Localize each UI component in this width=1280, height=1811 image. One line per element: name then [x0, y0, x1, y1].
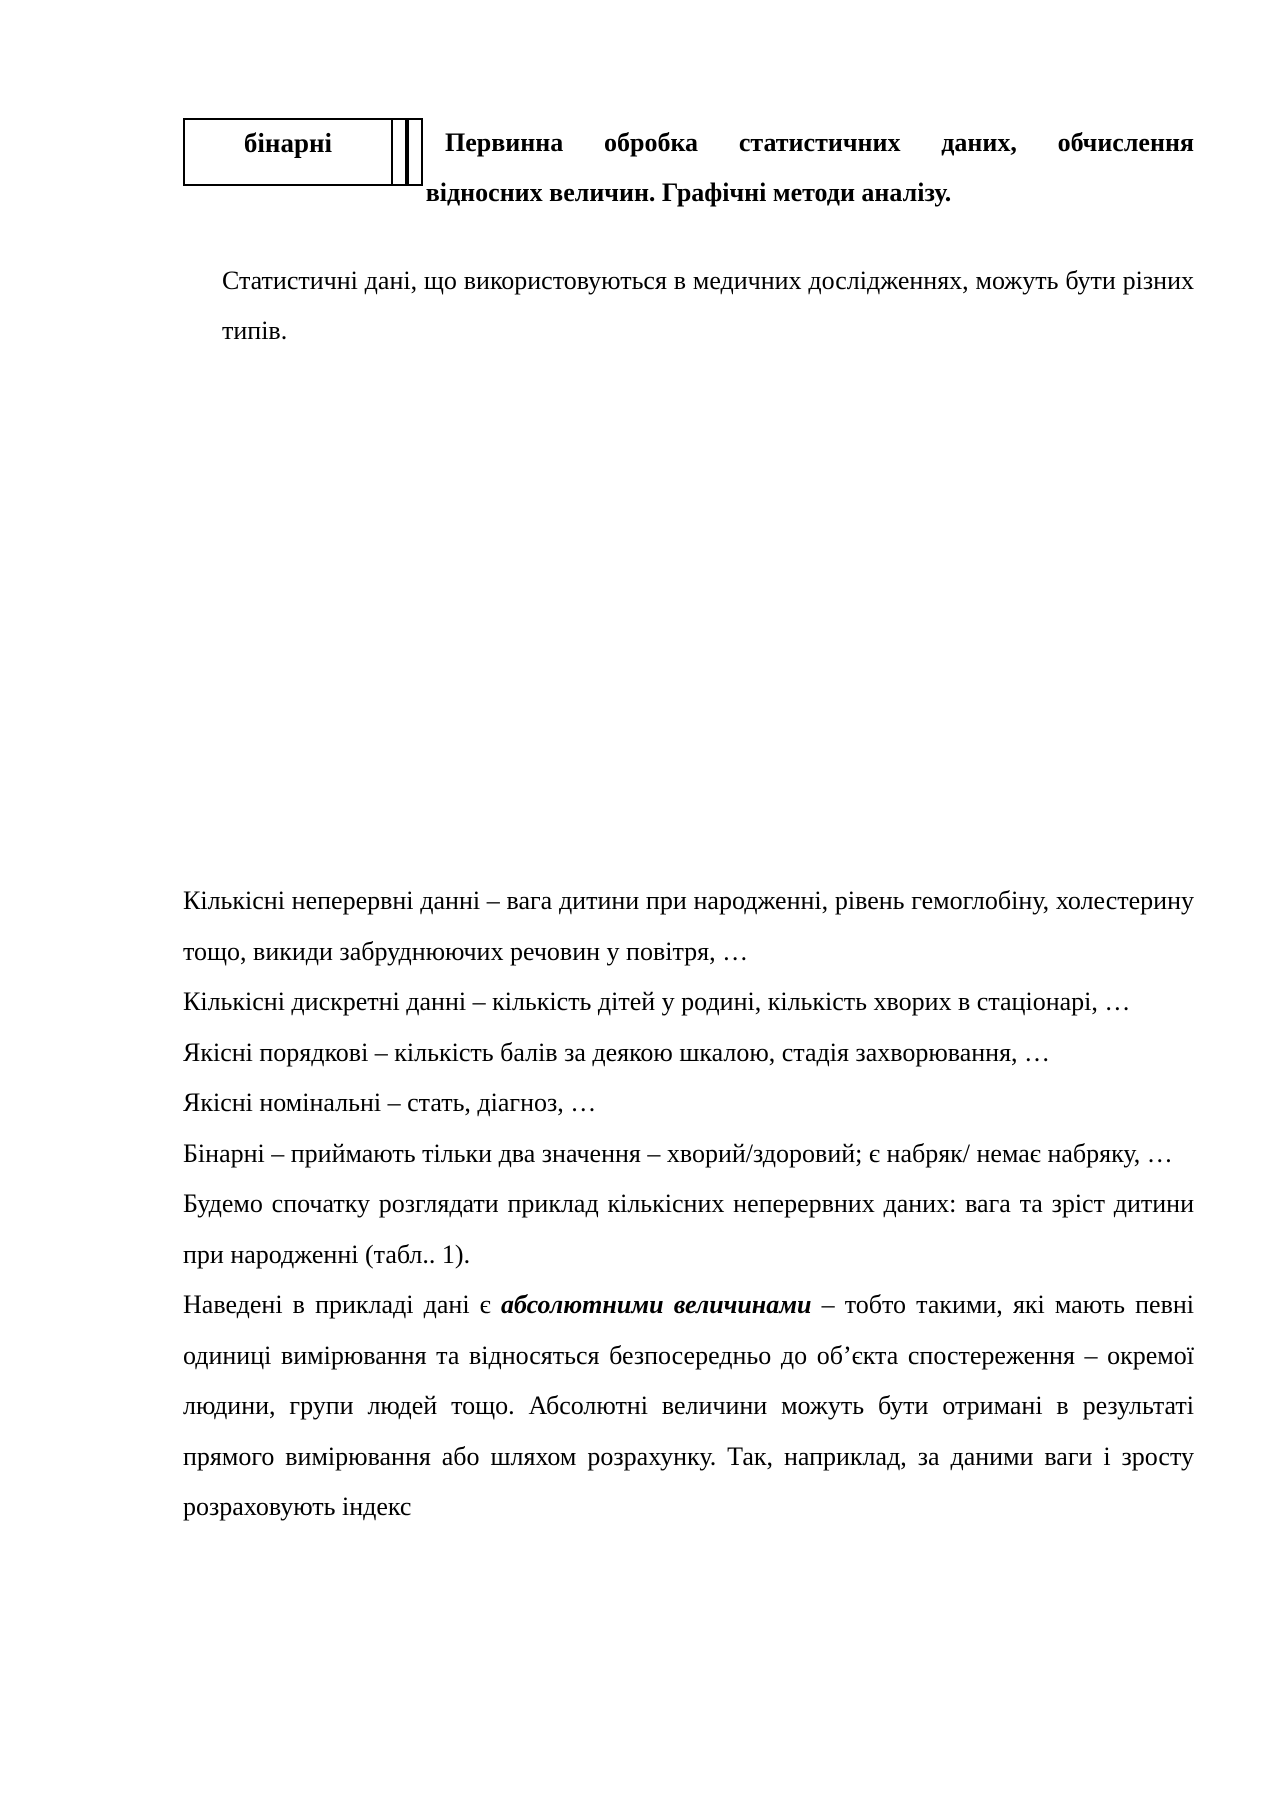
heading-line-1: Первинна обробка статистичних даних, обчислення	[445, 128, 1194, 157]
binary-label-box	[183, 118, 443, 190]
paragraph-ordinal: Якісні порядкові – кількість балів за деякою шкалою, стадія захворювання, …	[183, 1037, 1051, 1067]
intro-paragraph: Статистичні дані, що використовуються в медичних дослідженнях, можуть бути різних типів.	[222, 266, 1194, 345]
paragraph-continuous: Кількісні неперервні данні – вага дитини при народженні, рівень гемоглобіну, холестерину тощо, викиди забруднюючих речовин у повітря, …	[183, 886, 1194, 966]
paragraph-example: Будемо спочатку розглядати приклад кількісних неперервних даних: вага та зріст дитини при народженні (табл.. 1).	[183, 1189, 1194, 1269]
paragraph-absolute-after: – тобто такими, які мають певні одиниці вимірювання та відносяться безпосередньо до об’єкта спостереження – окремої людини, групи людей тощо. Абсолютні величини можуть бути отримані в результаті прямого вимірювання або шляхом розрахунку. Так, наприклад, за даними ваги і зросту розраховують індекс	[183, 1290, 1195, 1521]
absolute-values-term: абсолютними величинами	[500, 1290, 812, 1319]
binary-label: бінарні	[183, 118, 393, 186]
paragraph-absolute-before: Наведені в прикладі дані є	[183, 1290, 501, 1319]
body-text	[183, 876, 1194, 1533]
box-divider-strip	[407, 118, 423, 186]
paragraph-nominal: Якісні номінальні – стать, діагноз, …	[183, 1088, 597, 1117]
paragraph-absolute-values	[183, 1280, 1194, 1533]
paragraph-discrete: Кількісні дискретні данні – кількість дітей у родині, кількість хворих в стаціонарі, …	[183, 987, 1131, 1016]
heading-line-2: відносних величин. Графічні методи аналізу.	[425, 178, 952, 207]
paragraph-binary: Бінарні – приймають тільки два значення – хворий/здоровий; є набряк/ немає набряку, …	[183, 1138, 1173, 1168]
box-divider-strip	[391, 118, 407, 186]
